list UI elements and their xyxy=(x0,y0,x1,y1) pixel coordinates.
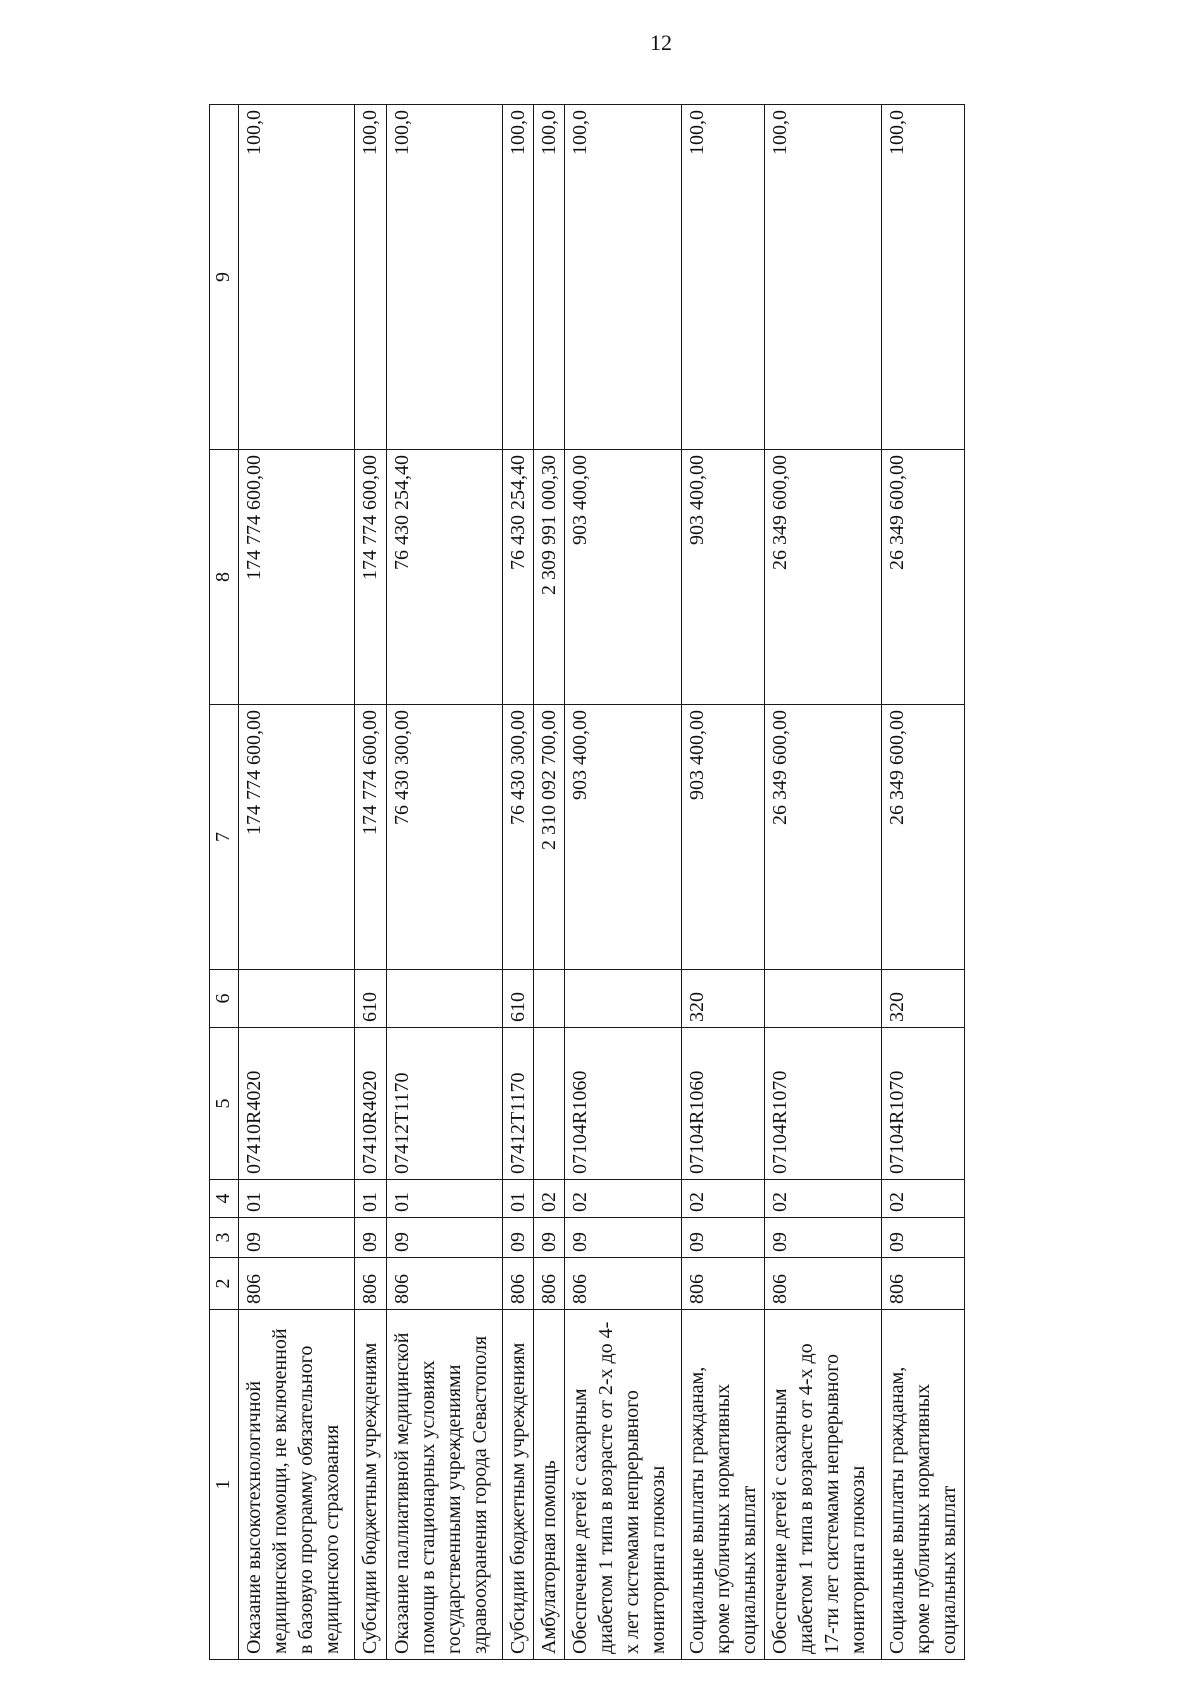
cell-col-9: 100,0 xyxy=(681,105,764,450)
cell-col-6: 610 xyxy=(355,970,386,1028)
cell-col-3: 09 xyxy=(881,1218,964,1258)
table-row xyxy=(765,105,881,1660)
cell-col-2: 806 xyxy=(681,1258,764,1310)
cell-col-7: 903 400,00 xyxy=(681,705,764,970)
cell-col-3: 09 xyxy=(681,1218,764,1258)
cell-col-6 xyxy=(386,970,502,1028)
cell-col-7: 2 310 092 700,00 xyxy=(534,705,565,970)
header-cell: 9 xyxy=(210,105,239,450)
cell-col-7: 26 349 600,00 xyxy=(881,705,964,970)
cell-col-3: 09 xyxy=(355,1218,386,1258)
table-row xyxy=(239,105,355,1660)
cell-col-9: 100,0 xyxy=(534,105,565,450)
table-row xyxy=(534,105,565,1660)
row-name-cell: Амбулаторная помощь xyxy=(534,1310,565,1660)
cell-col-4: 01 xyxy=(239,1180,355,1218)
cell-col-8: 174 774 600,00 xyxy=(355,450,386,705)
cell-col-5: 07104R1070 xyxy=(881,1028,964,1180)
cell-col-8: 174 774 600,00 xyxy=(239,450,355,705)
row-name-cell: Субсидии бюджетным учреждениям xyxy=(503,1310,534,1660)
cell-col-4: 02 xyxy=(534,1180,565,1218)
rotated-table-container xyxy=(209,105,965,1660)
cell-col-4: 01 xyxy=(503,1180,534,1218)
cell-col-2: 806 xyxy=(565,1258,681,1310)
cell-col-8: 76 430 254,40 xyxy=(386,450,502,705)
cell-col-7: 174 774 600,00 xyxy=(239,705,355,970)
table-row xyxy=(565,105,681,1660)
cell-col-2: 806 xyxy=(355,1258,386,1310)
cell-col-5: 07104R1070 xyxy=(765,1028,881,1180)
row-name-cell: Обеспечение детей с сахарным диабетом 1 типа в возрасте от 2-х до 4-х лет системами непрерывного мониторинга глюкозы xyxy=(565,1310,681,1660)
table-row xyxy=(386,105,502,1660)
table-row xyxy=(681,105,764,1660)
cell-col-4: 02 xyxy=(565,1180,681,1218)
budget-table xyxy=(209,104,965,1660)
row-name-cell: Обеспечение детей с сахарным диабетом 1 типа в возрасте от 4-х до 17-ти лет системами непрерывного мониторинга глюкозы xyxy=(765,1310,881,1660)
cell-col-9: 100,0 xyxy=(386,105,502,450)
header-cell: 5 xyxy=(210,1028,239,1180)
row-name-cell: Оказание паллиативной медицинской помощи в стационарных условиях государственными учреждениями здравоохранения города Севастополя xyxy=(386,1310,502,1660)
cell-col-7: 174 774 600,00 xyxy=(355,705,386,970)
cell-col-9: 100,0 xyxy=(239,105,355,450)
cell-col-5: 07104R1060 xyxy=(565,1028,681,1180)
cell-col-5: 07412Т1170 xyxy=(386,1028,502,1180)
cell-col-7: 26 349 600,00 xyxy=(765,705,881,970)
table-row xyxy=(355,105,386,1660)
cell-col-3: 09 xyxy=(765,1218,881,1258)
header-row xyxy=(210,105,239,1660)
table-row xyxy=(503,105,534,1660)
cell-col-6 xyxy=(239,970,355,1028)
cell-col-2: 806 xyxy=(765,1258,881,1310)
header-cell: 2 xyxy=(210,1258,239,1310)
cell-col-6: 320 xyxy=(681,970,764,1028)
row-name-cell: Социальные выплаты гражданам, кроме публичных нормативных социальных выплат xyxy=(881,1310,964,1660)
cell-col-7: 76 430 300,00 xyxy=(386,705,502,970)
cell-col-3: 09 xyxy=(239,1218,355,1258)
cell-col-4: 02 xyxy=(881,1180,964,1218)
row-name-cell: Субсидии бюджетным учреждениям xyxy=(355,1310,386,1660)
cell-col-9: 100,0 xyxy=(765,105,881,450)
cell-col-6: 320 xyxy=(881,970,964,1028)
cell-col-6 xyxy=(765,970,881,1028)
cell-col-8: 26 349 600,00 xyxy=(881,450,964,705)
row-name-cell: Оказание высокотехнологичной медицинской помощи, не включенной в базовую программу обязательного медицинского страхования xyxy=(239,1310,355,1660)
cell-col-3: 09 xyxy=(503,1218,534,1258)
cell-col-6 xyxy=(534,970,565,1028)
cell-col-5: 07410R4020 xyxy=(355,1028,386,1180)
cell-col-8: 2 309 991 000,30 xyxy=(534,450,565,705)
cell-col-4: 01 xyxy=(355,1180,386,1218)
cell-col-7: 76 430 300,00 xyxy=(503,705,534,970)
cell-col-8: 76 430 254,40 xyxy=(503,450,534,705)
cell-col-9: 100,0 xyxy=(355,105,386,450)
cell-col-4: 02 xyxy=(681,1180,764,1218)
cell-col-2: 806 xyxy=(503,1258,534,1310)
cell-col-8: 903 400,00 xyxy=(565,450,681,705)
header-cell: 7 xyxy=(210,705,239,970)
page-number: 12 xyxy=(650,30,672,55)
cell-col-8: 26 349 600,00 xyxy=(765,450,881,705)
cell-col-4: 01 xyxy=(386,1180,502,1218)
cell-col-9: 100,0 xyxy=(503,105,534,450)
cell-col-5 xyxy=(534,1028,565,1180)
cell-col-2: 806 xyxy=(534,1258,565,1310)
cell-col-2: 806 xyxy=(881,1258,964,1310)
cell-col-5: 07104R1060 xyxy=(681,1028,764,1180)
header-cell: 8 xyxy=(210,450,239,705)
cell-col-2: 806 xyxy=(386,1258,502,1310)
cell-col-4: 02 xyxy=(765,1180,881,1218)
cell-col-6: 610 xyxy=(503,970,534,1028)
header-cell: 1 xyxy=(210,1310,239,1660)
cell-col-9: 100,0 xyxy=(565,105,681,450)
cell-col-8: 903 400,00 xyxy=(681,450,764,705)
cell-col-3: 09 xyxy=(534,1218,565,1258)
cell-col-2: 806 xyxy=(239,1258,355,1310)
cell-col-3: 09 xyxy=(565,1218,681,1258)
cell-col-9: 100,0 xyxy=(881,105,964,450)
cell-col-3: 09 xyxy=(386,1218,502,1258)
cell-col-7: 903 400,00 xyxy=(565,705,681,970)
header-cell: 6 xyxy=(210,970,239,1028)
table-row xyxy=(881,105,964,1660)
header-cell: 4 xyxy=(210,1180,239,1218)
cell-col-5: 07412Т1170 xyxy=(503,1028,534,1180)
row-name-cell: Социальные выплаты гражданам, кроме публичных нормативных социальных выплат xyxy=(681,1310,764,1660)
header-cell: 3 xyxy=(210,1218,239,1258)
cell-col-5: 07410R4020 xyxy=(239,1028,355,1180)
cell-col-6 xyxy=(565,970,681,1028)
